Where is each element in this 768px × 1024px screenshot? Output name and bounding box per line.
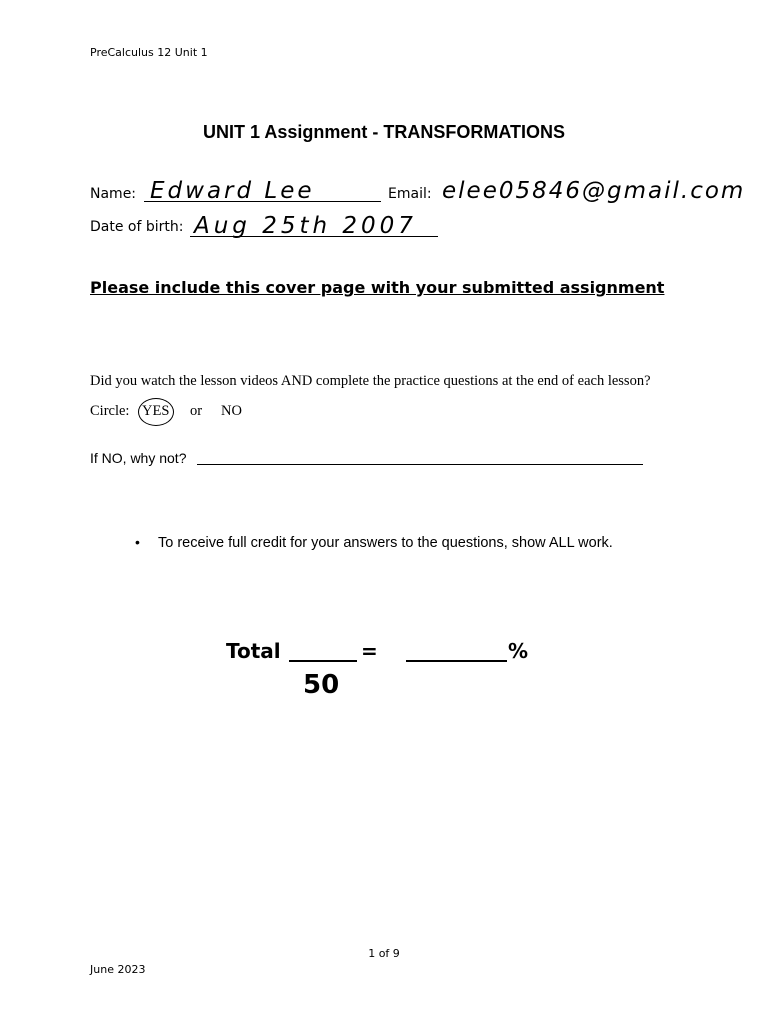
name-field[interactable]: Edward Lee: [150, 178, 315, 204]
percent-sign: %: [508, 639, 529, 663]
dob-underline: [190, 236, 438, 237]
percent-blank[interactable]: [406, 660, 507, 662]
total-label: Total: [226, 639, 281, 663]
notice-text: Please include this cover page with your submitted assignment: [90, 278, 665, 297]
email-label: Email:: [388, 186, 432, 202]
option-or: or: [190, 403, 203, 419]
page-title: UNIT 1 Assignment - TRANSFORMATIONS: [202, 122, 565, 142]
if-no-label: If NO, why not?: [90, 450, 187, 466]
dob-field[interactable]: Aug 25th 2007: [194, 213, 417, 239]
total-denominator: 50: [303, 670, 340, 700]
name-label: Name:: [90, 186, 137, 202]
email-field[interactable]: elee05846@gmail.com: [442, 178, 746, 204]
score-blank[interactable]: [289, 660, 357, 662]
selected-circle: [138, 398, 174, 426]
equals-sign: =: [361, 639, 378, 663]
question-text: Did you watch the lesson videos AND complete the practice questions at the end of each lesson?: [90, 373, 651, 389]
instruction-item: To receive full credit for your answers to the questions, show ALL work.: [158, 535, 613, 551]
dob-label: Date of birth:: [90, 219, 184, 235]
if-no-answer-line[interactable]: [197, 464, 643, 465]
option-yes[interactable]: YES: [142, 403, 170, 419]
circle-label: Circle:: [90, 403, 130, 419]
name-underline: [144, 201, 381, 202]
page-number: 1 of 9: [368, 947, 400, 960]
bullet-icon: •: [135, 534, 140, 550]
footer-date: June 2023: [90, 963, 146, 976]
option-no[interactable]: NO: [221, 403, 242, 419]
course-header: PreCalculus 12 Unit 1: [90, 46, 208, 59]
